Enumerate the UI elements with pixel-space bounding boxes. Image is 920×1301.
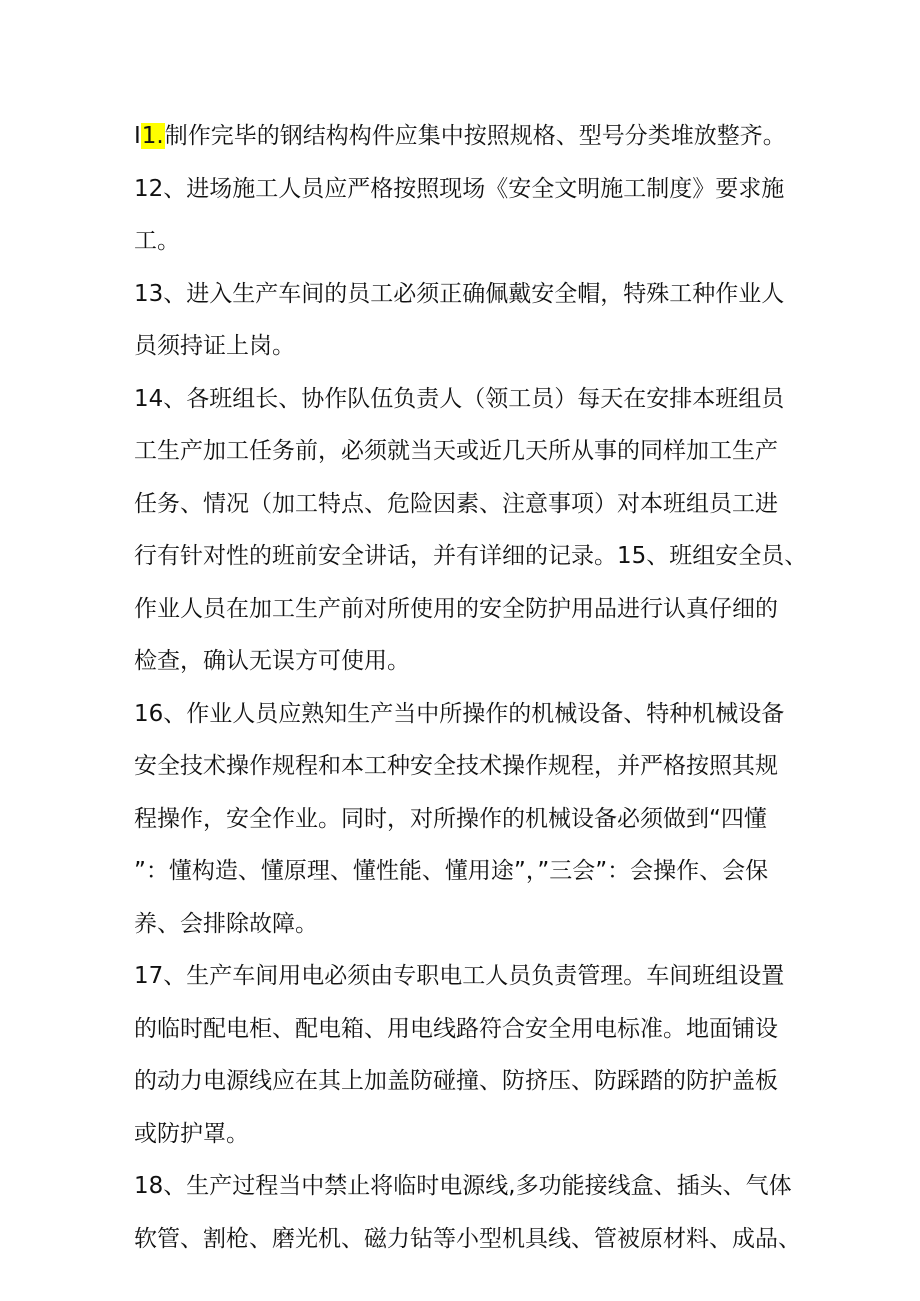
text-line: 的动力电源线应在其上加盖防碰撞、防挤压、防踩踏的防护盖板 bbox=[134, 1068, 778, 1094]
text-line: 18、生产过程当中禁止将临时电源线,多功能接线盒、插头、气体 bbox=[134, 1173, 792, 1199]
text-line: 或防护罩。 bbox=[134, 1120, 249, 1147]
text-line: 16、作业人员应熟知生产当中所操作的机械设备、特种机械设备 bbox=[134, 700, 785, 727]
highlighted-number: 1. bbox=[141, 123, 164, 149]
text-line: 作业人员在加工生产前对所使用的安全防护用品进行认真仔细的 bbox=[134, 595, 778, 622]
text-line: 程操作，安全作业。同时，对所操作的机械设备必须做到“四懂 bbox=[134, 805, 767, 832]
text-line: 行有针对性的班前安全讲话，并有详细的记录。15、班组安全员、 bbox=[134, 543, 808, 569]
text-line: 检查，确认无误方可使用。 bbox=[134, 648, 410, 674]
text-line: 的临时配电柜、配电箱、用电线路符合安全用电标准。地面铺设 bbox=[134, 1015, 778, 1042]
item-text-11: 制作完毕的钢结构构件应集中按照规格、型号分类堆放整齐。 bbox=[164, 123, 786, 149]
document-body bbox=[134, 110, 808, 1265]
text-line: 12、进场施工人员应严格按照现场《安全文明施工制度》要求施 bbox=[134, 175, 785, 202]
text-line: 工生产加工任务前，必须就当天或近几天所从事的同样加工生产 bbox=[134, 438, 778, 464]
item-prefix: I bbox=[134, 123, 141, 149]
text-line: 员须持证上岗。 bbox=[134, 333, 295, 359]
text-line-11 bbox=[134, 110, 794, 163]
text-line: 17、生产车间用电必须由专职电工人员负责管理。车间班组设置 bbox=[134, 963, 785, 989]
text-line: 安全技术操作规程和本工种安全技术操作规程，并严格按照其规 bbox=[134, 753, 778, 779]
text-line: 工。 bbox=[134, 228, 180, 254]
text-line: 养、会排除故障。 bbox=[134, 910, 318, 937]
text-line: 任务、情况（加工特点、危险因素、注意事项）对本班组员工进 bbox=[134, 490, 778, 517]
text-line: 13、进入生产车间的员工必须正确佩戴安全帽，特殊工种作业人 bbox=[134, 280, 785, 307]
text-line: 14、各班组长、协作队伍负责人（领工员）每天在安排本班组员 bbox=[134, 385, 785, 412]
text-line: 软管、割枪、磨光机、磁力钻等小型机具线、管被原材料、成品、 bbox=[134, 1225, 801, 1252]
text-line: ”：懂构造、懂原理、懂性能、懂用途”，”三会”：会操作、会保 bbox=[134, 858, 769, 884]
